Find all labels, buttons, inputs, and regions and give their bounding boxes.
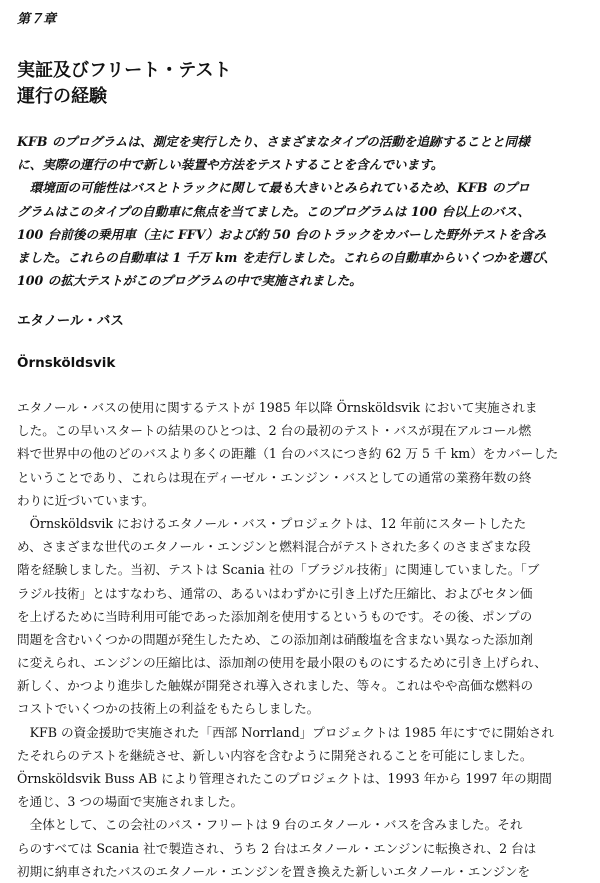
- intro-line: 100 台前後の乗用車（主に FFV）および約 50 台のトラックをカバーした野外テストを含み: [17, 226, 547, 242]
- body-line: エタノール・バスの使用に関するテストが 1985 年以降 Örnsköldsvik において実施されま: [17, 400, 538, 415]
- body-line: 初期に納車されたバスのエタノール・エンジンを置き換えた新しいエタノール・エンジンを: [17, 863, 531, 879]
- body-line: Örnsköldsvik におけるエタノール・バス・プロジェクトは、12 年前にスタートしたた: [17, 515, 527, 531]
- page-title-line-2: 運行の経験: [17, 86, 107, 107]
- body-line: Örnsköldsvik Buss AB により管理されたこのプロジェクトは、1993 年から 1997 年の期間: [17, 771, 552, 786]
- chapter-label: 第７章: [17, 12, 57, 27]
- body-line: を通じ、3 つの場面で実施されました。: [17, 794, 244, 810]
- intro-line: KFB のプログラムは、測定を実行したり、さまざまなタイプの活動を追跡することと同様: [17, 134, 530, 149]
- body-line: め、さまざまな世代のエタノール・エンジンと燃料混合がテストされた多くのさまざまな段: [17, 539, 531, 555]
- intro-paragraph: [17, 130, 597, 292]
- intro-line: グラムはこのタイプの自動車に焦点を当てました。このプログラムは 100 台以上のバス、: [17, 203, 531, 219]
- body-text: [17, 396, 597, 883]
- body-line: コストでいくつかの技術上の利益をもたらしました。: [17, 701, 320, 717]
- body-line: ラジル技術」とはすなわち、通常の、あるいはわずかに引き上げた圧縮比、およびセタン価: [17, 585, 533, 601]
- section-heading: エタノール・バス: [17, 313, 124, 329]
- intro-line: 100 の拡大テストがこのプログラムの中で実施されました。: [17, 273, 362, 289]
- body-line: ということであり、これらは現在ディーゼル・エンジン・バスとしての通常の業務年数の終: [17, 469, 532, 485]
- intro-line: に、実際の運行の中で新しい装置や方法をテストすることを含んでいます。: [17, 157, 444, 173]
- subsection-heading: Örnsköldsvik: [17, 355, 116, 371]
- intro-line: 環境面の可能性はバスとトラックに関して最も大きいとみられているため、KFB のプロ: [17, 180, 530, 196]
- intro-line: ました。これらの自動車は 1 千万 km を走行しました。これらの自動車からいくつかを選び、: [17, 249, 557, 265]
- body-line: に変えられ、エンジンの圧縮比は、添加剤の使用を最小限のものにするために引き上げられ、: [17, 655, 547, 671]
- body-line: 問題を含むいくつかの問題が発生したため、この添加剤は硝酸塩を含まない異なった添加剤: [17, 631, 533, 647]
- body-line: 料で世界中の他のどのバスより多くの距離（1 台のバスにつき約 62 万 5 千 km）をカバーした: [17, 446, 559, 462]
- body-line: 新しく、かつより進歩した触媒が開発され導入されました、等々。これはやや高価な燃料の: [17, 678, 534, 694]
- body-line: 階を経験しました。当初、テストは Scania 社の「ブラジル技術」に関連していました。「ブ: [17, 562, 540, 578]
- body-line: たそれらのテストを継続させ、新しい内容を含むように開発されることを可能にしました。: [17, 747, 533, 763]
- body-line: わりに近づいています。: [17, 492, 155, 508]
- body-line: 全体として、この会社のバス・フリートは 9 台のエタノール・バスを含みました。それ: [17, 817, 523, 833]
- body-line: らのすべては Scania 社で製造され、うち 2 台はエタノール・エンジンに転換され、2 台は: [17, 840, 537, 856]
- page-title-line-1: 実証及びフリート・テスト: [17, 60, 232, 81]
- body-line: を上げるために当時利用可能であった添加剤を使用するというものです。その後、ポンプの: [17, 608, 533, 624]
- body-line: KFB の資金援助で実施された「西部 Norrland」プロジェクトは 1985 年にすでに開始され: [17, 724, 554, 740]
- page-title: [17, 58, 232, 110]
- body-line: した。この早いスタートの結果のひとつは、2 台の最初のテスト・バスが現在アルコール燃: [17, 423, 532, 439]
